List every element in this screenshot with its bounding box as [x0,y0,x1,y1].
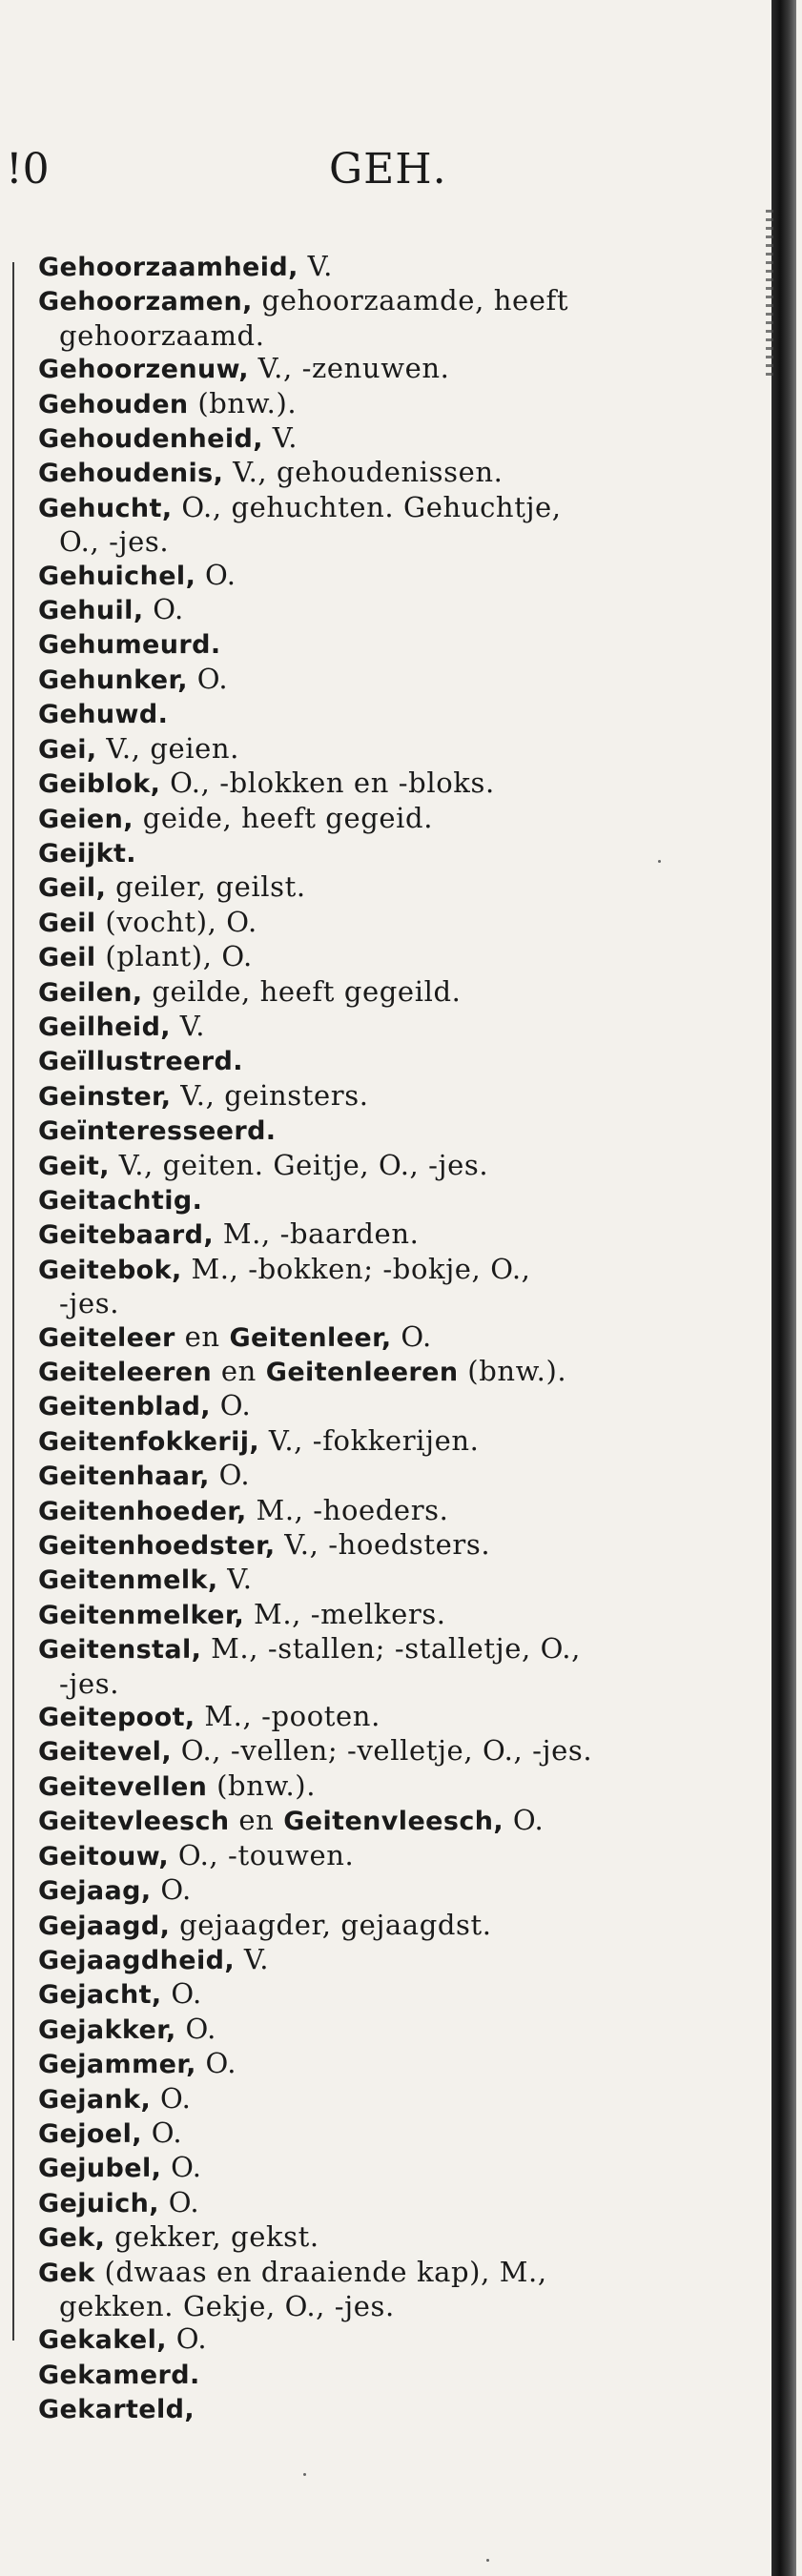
dictionary-entry [38,2186,725,2220]
headword: Gejank, [38,2084,152,2115]
headword: Geitepoot, [38,1703,195,1733]
dictionary-entry [38,1632,725,1700]
dictionary-entry [38,456,725,490]
entry-text: geilde, heeft gegeild. [142,974,462,1008]
headword-variant: Geitenleeren [265,1358,459,1387]
entry-text: V. [262,421,298,455]
entry-text: M., -pooten. [195,1700,380,1733]
dictionary-entry [38,1010,725,1044]
dictionary-entry [38,284,725,352]
entry-text: O. [504,1804,545,1837]
dictionary-entry [38,1355,725,1389]
entry-text: geiler, geilst. [106,870,306,904]
headword: Geitenhaar, [38,1462,210,1492]
headword: Geïllustreerd. [38,1047,243,1077]
entry-text: V., -hoedsters. [275,1528,491,1562]
headword: Gehoorzenuw, [38,355,249,385]
headword: Geitevel, [38,1737,172,1768]
dictionary-entry [38,1079,725,1114]
dictionary-entry [38,1114,725,1148]
dictionary-entry [38,2047,725,2081]
headword: Gejacht, [38,1980,162,2011]
headword: Geitenmelker, [38,1600,245,1630]
dictionary-entry [38,732,725,767]
dictionary-entry [38,836,725,870]
headword: Geitevleesch [38,1807,230,1837]
entry-text: O., -touwen. [169,1838,355,1871]
entry-text: V. [170,1009,206,1042]
headword: Geitenstal, [38,1635,202,1666]
headword: Geitouw, [38,1841,170,1871]
dictionary-entry [38,1977,725,2012]
dictionary-entry [38,1700,725,1734]
headword: Geinster, [38,1081,172,1112]
headword: Gekarteld, [38,2395,195,2425]
headword-variant: Geitenleer, [229,1322,392,1353]
headword: Geiblok, [38,769,161,800]
headword: Gehoorzaamheid, [38,253,298,282]
dictionary-entry [38,802,725,836]
dictionary-entry [38,250,725,284]
headword: Geitenfokkerij, [38,1426,260,1457]
dictionary-entry [38,1769,725,1804]
entry-text: O. [391,1319,432,1353]
entry-text: O. [161,2151,202,2184]
entry-text: M., -hoeders. [246,1493,449,1526]
dictionary-entry [38,1217,725,1252]
entry-text: (plant), O. [95,940,253,973]
headword-variant: Geitenvleesch, [283,1807,504,1837]
headword: Geitenmelk, [38,1565,218,1596]
dictionary-entry [38,559,725,593]
entry-text: O. [187,662,229,695]
headword: Geien, [38,804,134,834]
dictionary-entry [38,2322,725,2357]
dictionary-entry [38,2256,725,2323]
dictionary-entry [38,1598,725,1632]
entry-text: gehoorzaamde, heeft [252,284,569,317]
entry-text: (bnw.). [458,1355,567,1387]
entry-text: M., -melkers. [244,1597,446,1630]
binding-fray [766,210,773,381]
headword: Geitachtig. [38,1185,203,1216]
headword: Gejoel, [38,2118,142,2149]
headword: Geiteleer [38,1322,175,1353]
entry-text: (bnw.). [207,1768,317,1802]
headword: Gei, [38,734,97,765]
dictionary-entry [38,906,725,940]
entry-text: O. [151,2081,192,2115]
dictionary-entry [38,627,725,662]
dictionary-entry [38,697,725,731]
entry-text: O. [175,2012,216,2045]
headword: Gejuich, [38,2188,159,2218]
entry-text: gejaagder, gejaagdst. [170,1908,492,1941]
headword: Geitenblad, [38,1392,211,1422]
dictionary-entry [38,1494,725,1528]
dictionary-entry [38,2220,725,2255]
entry-text: V., -zenuwen. [248,352,450,385]
dictionary-entry [38,1320,725,1355]
entry-text: (bnw.). [188,386,298,419]
entry-text: V. [217,1563,253,1596]
entry-text: O. [161,1977,202,2011]
entry-text: (vocht), O. [95,905,257,938]
entry-text: V., geinsters. [171,1078,369,1112]
entry-text: O. [209,1459,251,1492]
headword: Gehoudenheid, [38,424,263,455]
entry-text: en [229,1804,284,1837]
dictionary-entry [38,387,725,421]
headword: Geijkt. [38,838,136,869]
entry-continuation: -jes. [59,1287,120,1320]
headword: Gejammer, [38,2050,196,2080]
entry-text: geide, heeft gegeid. [133,801,434,834]
headword: Geit, [38,1151,110,1181]
page-number: !0 [6,145,50,194]
headword: Gejaagdheid, [38,1945,235,1975]
dictionary-entry [38,2013,725,2047]
dictionary-entry [38,1183,725,1217]
paper-speck [486,2559,489,2562]
entry-text: V., geiten. Geitje, O., -jes. [109,1148,489,1181]
headword: Geilheid, [38,1012,171,1042]
entry-text: O. [195,2047,237,2080]
paper-speck [303,2473,306,2476]
dictionary-entry [38,1424,725,1459]
entry-text: O., -vellen; -velletje, O., -jes. [171,1734,593,1768]
entry-text: O., -blokken en -bloks. [160,767,495,800]
dictionary-entry [38,1943,725,1977]
headword: Geitebaard, [38,1220,215,1251]
headword: Geil, [38,873,107,904]
headword: Geiteleeren [38,1358,213,1387]
headword: Geil [38,908,96,938]
headword: Geïnteresseerd. [38,1116,277,1147]
entry-text: V., gehoudenissen. [223,456,504,489]
dictionary-entry [38,870,725,905]
dictionary-entry [38,663,725,697]
dictionary-entry [38,1873,725,1908]
dictionary-entry [38,352,725,386]
entry-text: O. [143,593,184,626]
headword: Gek, [38,2223,106,2254]
headword: Gekakel, [38,2325,167,2356]
headword: Gek [38,2258,95,2288]
headword: Gehoorzamen, [38,287,253,317]
dictionary-entry [38,2392,725,2426]
entry-text: O. [151,1873,192,1907]
headword: Gehuil, [38,596,144,626]
headword: Gejaagd, [38,1911,171,1941]
headword: Gejaag, [38,1876,152,1907]
entry-continuation: gehoorzaamd. [59,318,265,352]
headword: Gekamerd. [38,2360,200,2390]
dictionary-entries [38,250,725,2427]
headword: Gejakker, [38,2014,176,2045]
entry-text: O. [141,2116,183,2149]
headword: Gehuichel, [38,561,196,591]
dictionary-entry [38,1804,725,1838]
entry-text: (dwaas en draaiende kap), M., [94,2255,547,2288]
dictionary-entry [38,1909,725,1943]
entry-text: V., geien. [96,731,239,765]
dictionary-entry [38,2082,725,2116]
headword: Geil [38,943,96,973]
entry-text: O. [210,1389,252,1422]
dictionary-entry [38,2358,725,2392]
headword: Geitenhoeder, [38,1496,247,1526]
headword: Geilen, [38,977,143,1008]
entry-text: O., gehuchten. Gehuchtje, [172,490,562,523]
dictionary-entry [38,491,725,559]
dictionary-entry [38,1734,725,1768]
entry-text: M., -bokken; -bokje, O., [181,1252,531,1285]
headword: Gehouden [38,389,189,419]
dictionary-entry [38,975,725,1010]
entry-text: en [212,1355,266,1387]
entry-text: M., -stallen; -stalletje, O., [201,1632,581,1666]
dictionary-entry [38,940,725,974]
entry-text: gekker, gekst. [105,2220,319,2254]
headword: Gejubel, [38,2154,162,2184]
headword: Gehunker, [38,664,188,695]
headword: Geitebok, [38,1255,182,1285]
dictionary-entry [38,1253,725,1320]
entry-text: V., -fokkerijen. [259,1423,480,1457]
entry-continuation: -jes. [59,1666,120,1700]
headword: Geitevellen [38,1771,208,1802]
dictionary-entry [38,1389,725,1423]
headword: Gehoudenis, [38,459,224,489]
entry-continuation: O., -jes. [59,525,170,559]
headword: Gehuwd. [38,700,169,730]
column-rule [12,262,14,2341]
dictionary-entry [38,1563,725,1597]
headword: Geitenhoedster, [38,1531,276,1562]
dictionary-entry [38,1839,725,1873]
entry-text: en [175,1319,230,1353]
entry-text: O. [158,2185,200,2218]
dictionary-entry [38,1459,725,1493]
dictionary-entry [38,2151,725,2185]
entry-text: O. [195,558,236,591]
dictionary-entry [38,2116,725,2151]
dictionary-entry [38,767,725,801]
dictionary-entry [38,1149,725,1183]
dictionary-entry [38,421,725,456]
dictionary-entry [38,593,725,627]
headword: Gehucht, [38,493,173,523]
headword: Gehumeurd. [38,630,221,661]
dictionary-entry [38,1044,725,1078]
running-head: GEH. [329,145,447,194]
book-binding-edge [771,0,796,2576]
entry-text: M., -baarden. [214,1217,420,1251]
entry-continuation: gekken. Gekje, O., -jes. [59,2289,395,2322]
entry-text: O. [166,2322,208,2356]
entry-text: V. [235,1942,270,1975]
entry-text: V. [298,250,333,282]
dictionary-entry [38,1528,725,1563]
